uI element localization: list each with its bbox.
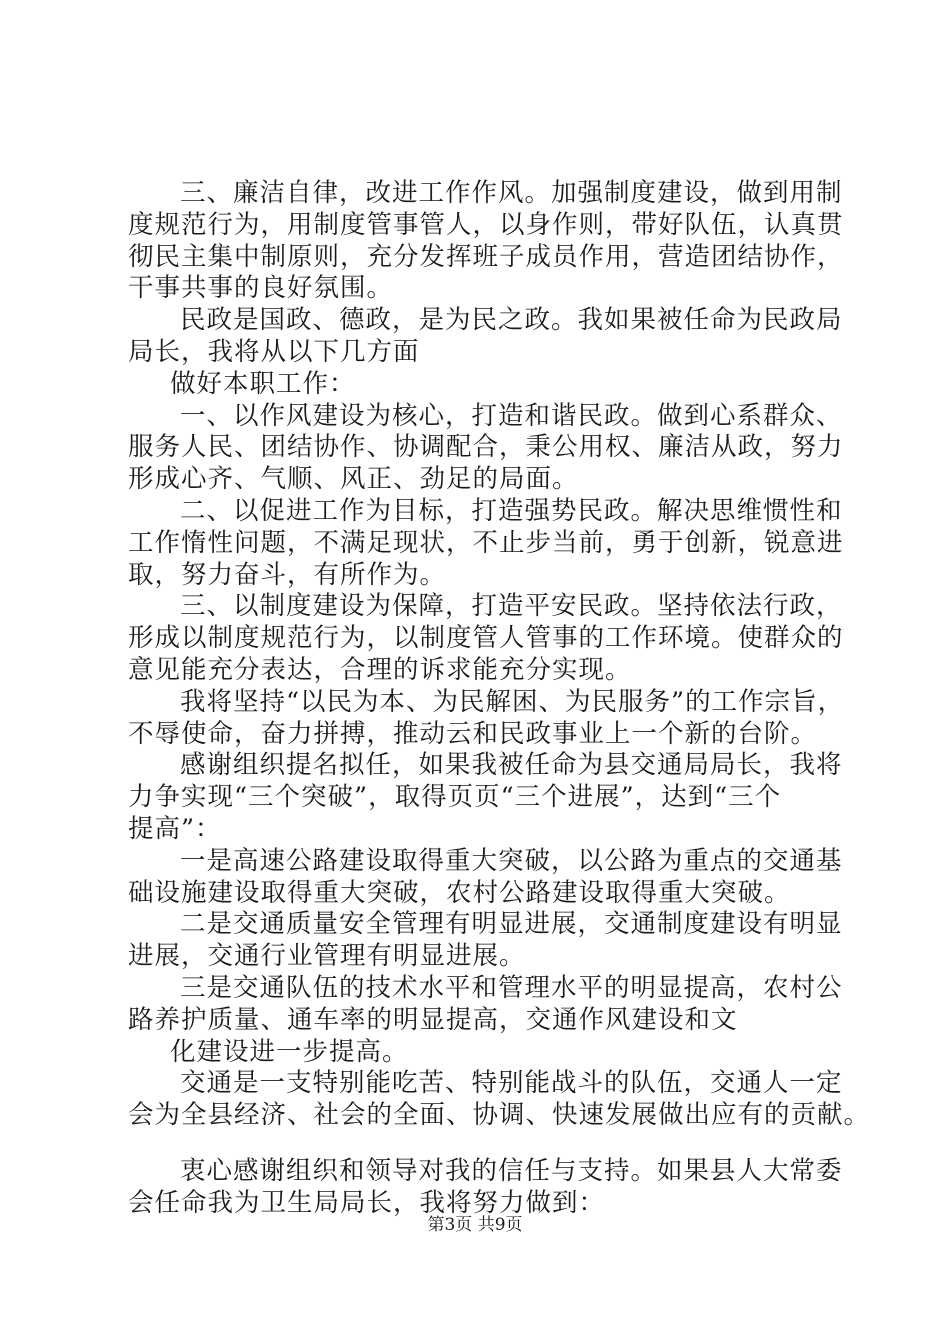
text-line: 进展，交通行业管理有明显进展。 [128,941,526,972]
text-line: 感谢组织提名拟任，如果我被任命为县交通局局长，我将 [180,750,843,781]
text-line: 会任命我为卫生局局长，我将努力做到： [128,1188,606,1218]
text-line: 力争实现“三个突破”，取得页页“三个进展”，达到“三个 [128,782,782,813]
text-line: 二是交通质量安全管理有明显进展，交通制度建设有明显 [180,909,843,940]
text-line: 意见能充分表达，合理的诉求能充分实现。 [128,655,632,685]
text-line: 三、以制度建设为保障，打造平安民政。坚持依法行政， [180,591,843,622]
text-line: 取，努力奋斗，有所作为。 [128,559,447,590]
text-line: 三、廉洁自律，改进工作作风。加强制度建设，做到用制 [180,178,843,208]
text-line: 做好本职工作： [170,368,356,399]
text-line: 础设施建设取得重大突破，农村公路建设取得重大突破。 [128,877,791,908]
text-line: 一是高速公路建设取得重大突破，以公路为重点的交通基 [180,845,843,876]
text-line: 民政是国政、德政，是为民之政。我如果被任命为民政局 [180,305,843,336]
text-line: 三是交通队伍的技术水平和管理水平的明显提高，农村公 [180,973,843,1003]
text-line: 一、以作风建设为核心，打造和谐民政。做到心系群众、 [180,400,843,431]
text-line: 服务人民、团结协作、协调配合，秉公用权、廉洁从政，努力 [128,432,844,463]
text-line: 形成以制度规范行为，以制度管人管事的工作环境。使群众的 [128,623,844,654]
text-line: 交通是一支特别能吃苦、特别能战斗的队伍，交通人一定 [180,1068,843,1099]
text-line: 路养护质量、通车率的明显提高，交通作风建设和文 [128,1004,738,1035]
text-line: 干事共事的良好氛围。 [128,273,394,304]
text-line: 化建设进一步提高。 [170,1036,409,1067]
text-line: 衷心感谢组织和领导对我的信任与支持。如果县人大常委 [180,1156,843,1187]
text-line: 局长，我将从以下几方面 [128,337,420,367]
text-line: 不辱使命，奋力拼搏，推动云和民政事业上一个新的台阶。 [128,718,818,749]
text-line: 工作惰性问题，不满足现状，不止步当前，勇于创新，锐意进 [128,527,844,558]
text-line: 会为全县经济、社会的全面、协调、快速发展做出应有的贡献。 [128,1100,871,1131]
page-footer: 第3页 共9页 [427,1215,523,1235]
text-line: 形成心齐、气顺、风正、劲足的局面。 [128,464,579,495]
text-line: 二、以促进工作为目标，打造强势民政。解决思维惯性和 [180,496,843,526]
text-line: 度规范行为，用制度管事管人，以身作则，带好队伍，认真贯 [128,209,844,240]
text-line: 提高”： [128,814,222,844]
text-line: 彻民主集中制原则，充分发挥班子成员作用，营造团结协作， [128,241,844,272]
text-line: 我将坚持“以民为本、为民解困、为民服务”的工作宗旨， [180,686,845,717]
